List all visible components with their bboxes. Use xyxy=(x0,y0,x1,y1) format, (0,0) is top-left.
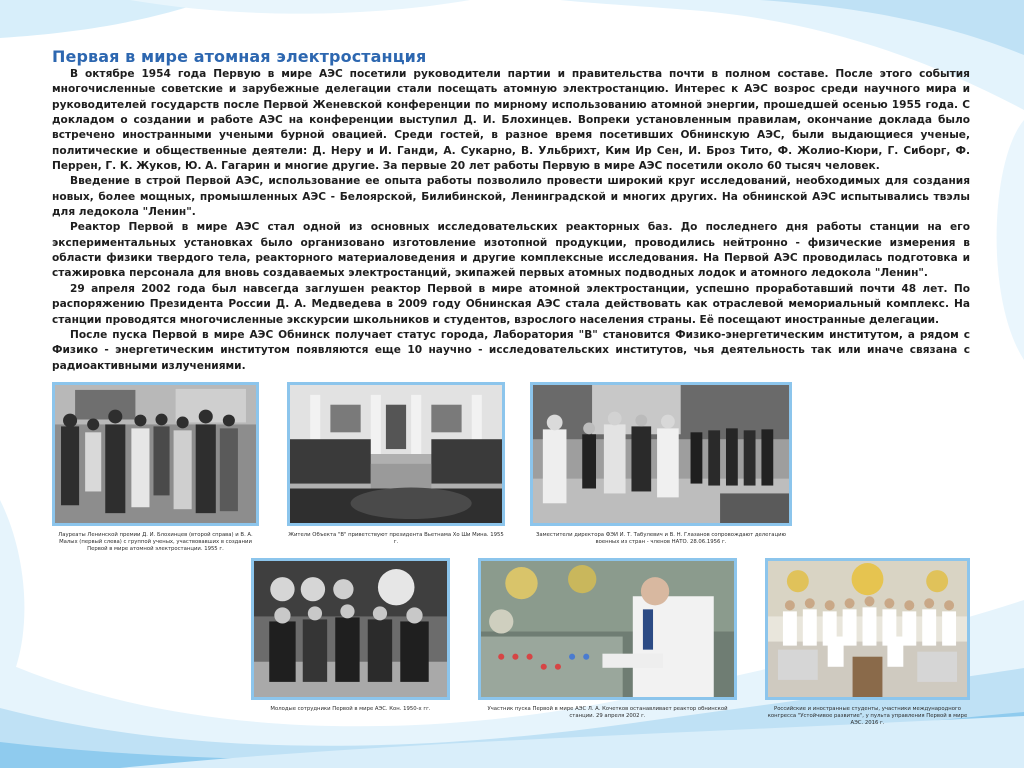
photo-young-staff xyxy=(251,558,450,700)
page-title: Первая в мире атомная электростанция xyxy=(52,47,427,66)
photo-reactor-shutdown xyxy=(478,558,737,700)
photo-caption: Жители Объекта "В" приветствуют президента Вьетнама Хо Ши Мина. 1955 г. xyxy=(288,532,504,546)
photo-caption: Лауреаты Ленинской премии Д. И. Блохинцев (второй справа) и В. А. Малых (первый слева) с группой ученых, участвовавших в создании Первой в мире атомной электростанции. 1955 г. xyxy=(58,532,253,553)
paragraph: Введение в строй Первой АЭС, использование ее опыта работы позволило провести широкий круг исследований, необходимых для создания новых, более мощных, промышленных АЭС - Белоярской, Билибинской, Ленинградской и многих других. На обнинской АЭС испытывались твэлы для ледокола "Ленин". xyxy=(52,175,970,219)
paragraph: В октябре 1954 года Первую в мире АЭС посетили руководители партии и правительства почти в полном составе. После этого события многочисленные советские и зарубежные делегации стали посещать атомную электростанцию. Интерес к АЭС возрос среди научного мира и руководителей государств после Первой Женевской конференции по мирному использованию атомной энергии, прошедшей осенью 1955 года. С докладом о создании и работе АЭС на конференции выступил Д. И. Блохинцев. Вопреки установленным правилам, окончание доклада было встречено иностранными учеными бурной овацией. Среди гостей, в разное время посетивших Обнинскую АЭС, были выдающиеся ученые, политические и общественные деятели: Д. Неру и И. Ганди, А. Сукарно, В. Ульбрихт, Ким Ир Сен, И. Броз Тито, Ф. Жолио-Кюри, Г. Сиборг, Ф. Перрен, Г. К. Жуков, Ю. А. Гагарин и многие другие. За первые 20 лет работы Первую в мире АЭС посетили около 60 тысяч человек. xyxy=(52,68,970,173)
photo-nato-delegation xyxy=(530,382,792,526)
paragraph: После пуска Первой в мире АЭС Обнинск получает статус города, Лаборатория "В" становится Физико-энергетическим институтом, а рядом с Физико - энергетическим институтом появляются еще 10 научно - исследовательских институтов, чья деятельность так или иначе связана с радиоактивными излучениями. xyxy=(52,328,970,372)
photo-ho-chi-minh-visit xyxy=(287,382,505,526)
photo-caption: Заместители директора ФЭИ И. Т. Табулевич и В. Н. Глазанов сопровождают делегацию военных из стран - членов НАТО. 28.06.1956 г. xyxy=(536,532,786,546)
photo-scientists-group xyxy=(52,382,259,526)
photo-caption: Молодые сотрудники Первой в мире АЭС. Кон. 1950-х гг. xyxy=(270,706,431,712)
photo-caption: Российские и иностранные студенты, участники международного конгресса "Устойчивое развитие", у пульта управления Первой в мире АЭС. 2016 г. xyxy=(767,706,968,727)
photo-caption: Участник пуска Первой в мире АЭС Л. А. Кочетков останавливает реактор обнинской станции. 29 апреля 2002 г. xyxy=(487,706,728,720)
paragraph: 29 апреля 2002 года был навсегда заглушен реактор Первой в мире атомной электростанции, успешно проработавший почти 48 лет. По распоряжению Президента России Д. А. Медведева в 2009 году Обнинская АЭС стала действовать как отраслевой мемориальный комплекс. На станции проводятся многочисленные экскурсии школьников и студентов, взрослого населения страны. Её посещают иностранные делегации. xyxy=(52,282,970,326)
photo-students-control-room xyxy=(765,558,970,700)
article-body xyxy=(52,67,970,374)
paragraph: Реактор Первой в мире АЭС стал одной из основных исследовательских реакторных баз. До последнего дня работы станции на его экспериментальных установках было организовано изготовление изотопной продукции, проводились нейтронно - физические измерения в области физики твердого тела, реакторного материаловедения и другие комплексные исследования. На Первой АЭС проводилась подготовка и стажировка персонала для вновь создаваемых электростанций, экипажей первых атомных подводных лодок и атомного ледокола "Ленин". xyxy=(52,221,970,280)
